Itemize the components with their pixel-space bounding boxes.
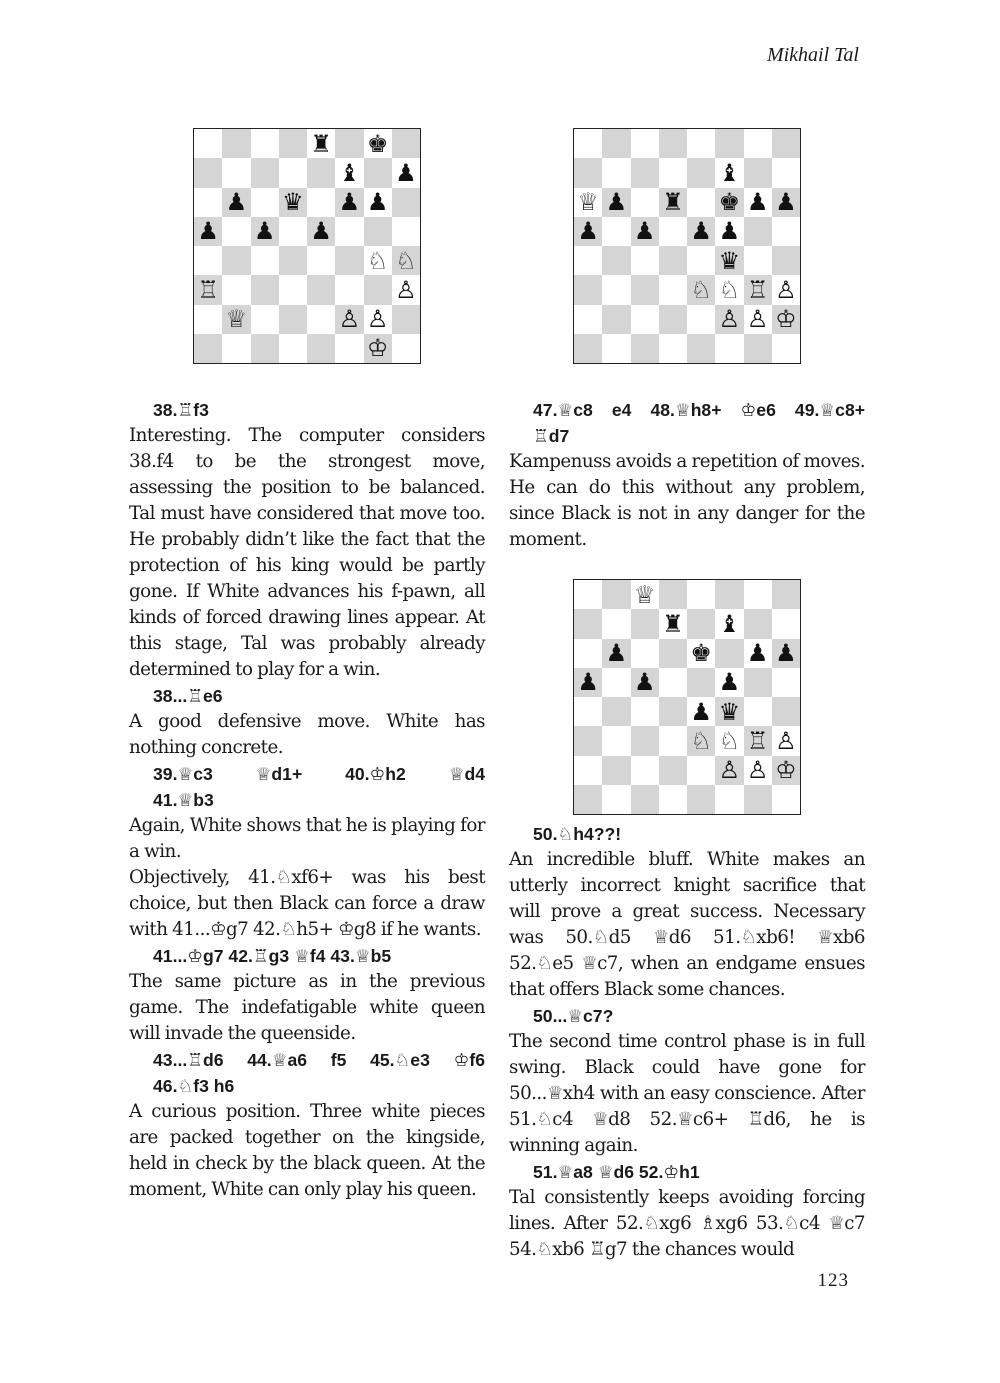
board-square bbox=[392, 246, 420, 275]
board-square bbox=[715, 639, 743, 668]
commentary-paragraph: Interesting. The computer considers 38.f4 to be the strongest move, assessing the position to be balanced. Tal must have considered that move too. He probably didn’t like the fact that the protection of his king would be partly gone. If White advances his f-pawn, all kinds of forced drawing lines appear. At this stage, Tal was probably already determined to play for a win. bbox=[129, 425, 485, 680]
board-square bbox=[687, 609, 715, 638]
board-square bbox=[715, 668, 743, 697]
black-king-icon: ♚ bbox=[690, 639, 712, 668]
commentary-paragraph: A curious position. Three white pieces are packed together on the kingside, held in check by the black queen. At the moment, White can only play his queen. bbox=[129, 1101, 485, 1200]
board-square bbox=[772, 697, 800, 726]
board-square bbox=[194, 305, 222, 334]
board-square bbox=[659, 756, 687, 785]
board-square bbox=[715, 188, 743, 217]
black-pawn-icon: ♟ bbox=[746, 639, 769, 668]
board-square bbox=[335, 217, 363, 246]
board-square bbox=[574, 246, 602, 275]
board-square bbox=[772, 609, 800, 638]
white-queen-icon: ♕ bbox=[577, 188, 599, 217]
chess-diagram-1 bbox=[193, 128, 421, 364]
board-square bbox=[364, 305, 392, 334]
board-square bbox=[659, 668, 687, 697]
board-square bbox=[392, 158, 420, 187]
board-square bbox=[574, 785, 602, 814]
board-square bbox=[574, 726, 602, 755]
board-square bbox=[279, 188, 307, 217]
board-square bbox=[574, 188, 602, 217]
white-rook-icon: ♖ bbox=[197, 275, 219, 304]
board-square bbox=[335, 158, 363, 187]
move-text: 41.♕b3 bbox=[153, 790, 214, 810]
board-square bbox=[744, 668, 772, 697]
board-square bbox=[659, 129, 687, 158]
board-square bbox=[364, 246, 392, 275]
black-pawn-icon: ♟ bbox=[633, 217, 656, 246]
right-column bbox=[509, 128, 865, 1263]
board-square bbox=[222, 305, 250, 334]
white-knight-icon: ♘ bbox=[690, 726, 712, 755]
board-square bbox=[744, 580, 772, 609]
board-square bbox=[687, 334, 715, 363]
board-square bbox=[715, 158, 743, 187]
board-square bbox=[659, 275, 687, 304]
running-head: Mikhail Tal bbox=[766, 44, 859, 66]
board-square bbox=[602, 668, 630, 697]
board-square bbox=[772, 785, 800, 814]
board-square bbox=[574, 639, 602, 668]
board-square bbox=[659, 158, 687, 187]
move-text: ♖d7 bbox=[533, 426, 570, 446]
board-square bbox=[687, 697, 715, 726]
board-square bbox=[222, 334, 250, 363]
left-column bbox=[129, 128, 485, 1203]
commentary-paragraph: An incredible bluff. White makes an utterly incorrect knight sacrifice that will prove a great success. Necessary was 50.♘d5 ♕d6 51.♘xb6! ♕xb6 52.♘e5 ♕c7, when an endgame ensues that offers Black some chances. bbox=[509, 849, 865, 1000]
board-square bbox=[715, 609, 743, 638]
board-square bbox=[392, 275, 420, 304]
white-knight-icon: ♘ bbox=[690, 275, 712, 304]
board-square bbox=[687, 668, 715, 697]
board-square bbox=[715, 305, 743, 334]
board-square bbox=[744, 639, 772, 668]
board-square bbox=[772, 334, 800, 363]
black-pawn-icon: ♟ bbox=[746, 188, 769, 217]
board-square bbox=[279, 217, 307, 246]
board-square bbox=[194, 334, 222, 363]
board-square bbox=[602, 158, 630, 187]
move-text: 38.♖f3 bbox=[153, 400, 209, 420]
white-knight-icon: ♘ bbox=[718, 275, 741, 304]
board-square bbox=[307, 217, 335, 246]
black-pawn-icon: ♟ bbox=[690, 697, 712, 726]
board-square bbox=[602, 188, 630, 217]
board-square bbox=[364, 129, 392, 158]
board-square bbox=[772, 275, 800, 304]
white-queen-icon: ♕ bbox=[225, 305, 248, 334]
board-square bbox=[659, 334, 687, 363]
white-pawn-icon: ♙ bbox=[746, 305, 769, 334]
move-text: 51.♕a8 ♕d6 52.♔h1 bbox=[533, 1162, 700, 1182]
move-text: 50...♕c7? bbox=[533, 1006, 614, 1026]
board-square bbox=[602, 580, 630, 609]
board-square bbox=[279, 305, 307, 334]
board-square bbox=[687, 129, 715, 158]
board-square bbox=[602, 305, 630, 334]
board-square bbox=[687, 246, 715, 275]
board-square bbox=[335, 246, 363, 275]
board-square bbox=[222, 275, 250, 304]
board-square bbox=[744, 188, 772, 217]
board-square bbox=[335, 334, 363, 363]
board-square bbox=[744, 756, 772, 785]
white-pawn-icon: ♙ bbox=[746, 756, 769, 785]
board-square bbox=[744, 275, 772, 304]
board-square bbox=[631, 217, 659, 246]
board-square bbox=[194, 188, 222, 217]
board-square bbox=[744, 785, 772, 814]
board-square bbox=[744, 305, 772, 334]
board-square bbox=[574, 609, 602, 638]
black-pawn-icon: ♟ bbox=[197, 217, 219, 246]
board-square bbox=[631, 129, 659, 158]
commentary-paragraph: Kampenuss avoids a repetition of moves. He can do this without any problem, since Black is not in any danger for the moment. bbox=[509, 451, 865, 550]
board-square bbox=[631, 726, 659, 755]
board-square bbox=[631, 697, 659, 726]
white-knight-icon: ♘ bbox=[366, 246, 389, 275]
board-square bbox=[631, 756, 659, 785]
board-square bbox=[251, 129, 279, 158]
board-square bbox=[307, 305, 335, 334]
board-square bbox=[715, 217, 743, 246]
board-square bbox=[602, 726, 630, 755]
board-square bbox=[251, 217, 279, 246]
board-square bbox=[659, 246, 687, 275]
black-pawn-icon: ♟ bbox=[605, 639, 628, 668]
board-square bbox=[602, 639, 630, 668]
board-square bbox=[715, 756, 743, 785]
board-square bbox=[687, 217, 715, 246]
board-square bbox=[251, 334, 279, 363]
move-text: 39.♕c3 ♕d1+ 40.♔h2 ♕d4 bbox=[153, 764, 485, 784]
board-square bbox=[659, 697, 687, 726]
board-square bbox=[631, 246, 659, 275]
board-square bbox=[364, 188, 392, 217]
board-square bbox=[307, 188, 335, 217]
board-square bbox=[715, 246, 743, 275]
board-square bbox=[772, 756, 800, 785]
board-square bbox=[602, 334, 630, 363]
black-king-icon: ♚ bbox=[718, 188, 741, 217]
move-text: 46.♘f3 h6 bbox=[153, 1076, 235, 1096]
board-square bbox=[574, 334, 602, 363]
board-square bbox=[279, 275, 307, 304]
black-bishop-icon: ♝ bbox=[718, 609, 741, 638]
commentary-paragraph: Objectively, 41.♘xf6+ was his best choice, but then Black can force a draw with 41...♔g7 42.♘h5+ ♔g8 if he wants. bbox=[129, 867, 485, 940]
board-square bbox=[659, 217, 687, 246]
black-pawn-icon: ♟ bbox=[253, 217, 276, 246]
black-queen-icon: ♛ bbox=[282, 188, 304, 217]
white-rook-icon: ♖ bbox=[746, 726, 769, 755]
commentary-paragraph: The second time control phase is in full swing. Black could have gone for 50...♕xh4 with an easy conscience. After 51.♘c4 ♕d8 52.♕c6+ ♖d6, he is winning again. bbox=[509, 1031, 865, 1156]
white-king-icon: ♔ bbox=[775, 305, 797, 334]
board-square bbox=[687, 305, 715, 334]
board-square bbox=[744, 129, 772, 158]
board-square bbox=[222, 158, 250, 187]
board-square bbox=[772, 639, 800, 668]
board-square bbox=[392, 217, 420, 246]
board-square bbox=[631, 639, 659, 668]
board-square bbox=[364, 158, 392, 187]
board-square bbox=[574, 217, 602, 246]
board-square bbox=[687, 639, 715, 668]
board-square bbox=[772, 217, 800, 246]
white-king-icon: ♔ bbox=[775, 756, 797, 785]
board-square bbox=[335, 275, 363, 304]
board-square bbox=[715, 334, 743, 363]
white-pawn-icon: ♙ bbox=[718, 305, 741, 334]
chess-diagram-3 bbox=[573, 579, 801, 815]
move-text: 50.♘h4??! bbox=[533, 824, 622, 844]
board-square bbox=[659, 609, 687, 638]
board-square bbox=[744, 334, 772, 363]
board-square bbox=[251, 305, 279, 334]
white-pawn-icon: ♙ bbox=[718, 756, 741, 785]
board-square bbox=[715, 275, 743, 304]
board-square bbox=[659, 726, 687, 755]
board-square bbox=[744, 217, 772, 246]
white-pawn-icon: ♙ bbox=[395, 275, 417, 304]
black-rook-icon: ♜ bbox=[310, 129, 332, 158]
black-pawn-icon: ♟ bbox=[395, 158, 417, 187]
board-square bbox=[687, 158, 715, 187]
board-square bbox=[631, 158, 659, 187]
black-pawn-icon: ♟ bbox=[718, 668, 741, 697]
board-square bbox=[659, 639, 687, 668]
black-rook-icon: ♜ bbox=[662, 188, 684, 217]
board-square bbox=[744, 609, 772, 638]
board-square bbox=[659, 785, 687, 814]
board-square bbox=[772, 726, 800, 755]
board-square bbox=[687, 785, 715, 814]
board-square bbox=[687, 726, 715, 755]
board-square bbox=[307, 158, 335, 187]
board-square bbox=[392, 305, 420, 334]
board-square bbox=[631, 668, 659, 697]
board-square bbox=[307, 275, 335, 304]
board-square bbox=[251, 275, 279, 304]
board-square bbox=[715, 697, 743, 726]
board-square bbox=[772, 668, 800, 697]
black-bishop-icon: ♝ bbox=[718, 158, 741, 187]
board-square bbox=[602, 756, 630, 785]
black-pawn-icon: ♟ bbox=[577, 668, 599, 697]
board-square bbox=[659, 188, 687, 217]
board-square bbox=[631, 188, 659, 217]
board-square bbox=[307, 246, 335, 275]
board-square bbox=[602, 275, 630, 304]
board-square bbox=[194, 129, 222, 158]
black-pawn-icon: ♟ bbox=[633, 668, 656, 697]
commentary-paragraph: Tal consistently keeps avoiding forcing lines. After 52.♘xg6 ♗xg6 53.♘c4 ♕c7 54.♘xb6 ♖g7 the chances would bbox=[509, 1187, 865, 1260]
black-pawn-icon: ♟ bbox=[225, 188, 248, 217]
commentary-paragraph: Again, White shows that he is playing for a win. bbox=[129, 815, 485, 862]
board-square bbox=[659, 580, 687, 609]
board-square bbox=[602, 246, 630, 275]
board-square bbox=[715, 726, 743, 755]
board-square bbox=[194, 275, 222, 304]
black-pawn-icon: ♟ bbox=[775, 188, 797, 217]
black-queen-icon: ♛ bbox=[718, 697, 741, 726]
board-square bbox=[772, 580, 800, 609]
board-square bbox=[687, 275, 715, 304]
black-pawn-icon: ♟ bbox=[310, 217, 332, 246]
black-pawn-icon: ♟ bbox=[366, 188, 389, 217]
board-square bbox=[194, 246, 222, 275]
board-square bbox=[772, 246, 800, 275]
white-pawn-icon: ♙ bbox=[775, 275, 797, 304]
board-square bbox=[222, 129, 250, 158]
board-square bbox=[715, 129, 743, 158]
black-pawn-icon: ♟ bbox=[718, 217, 741, 246]
board-square bbox=[744, 246, 772, 275]
board-square bbox=[335, 129, 363, 158]
board-square bbox=[602, 129, 630, 158]
black-pawn-icon: ♟ bbox=[690, 217, 712, 246]
white-pawn-icon: ♙ bbox=[775, 726, 797, 755]
board-square bbox=[335, 305, 363, 334]
black-pawn-icon: ♟ bbox=[775, 639, 797, 668]
board-square bbox=[574, 756, 602, 785]
board-square bbox=[772, 129, 800, 158]
board-square bbox=[602, 217, 630, 246]
commentary-paragraph: A good defensive move. White has nothing concrete. bbox=[129, 711, 485, 758]
board-square bbox=[222, 217, 250, 246]
board-square bbox=[279, 334, 307, 363]
board-square bbox=[307, 334, 335, 363]
board-square bbox=[574, 129, 602, 158]
board-square bbox=[251, 188, 279, 217]
board-square bbox=[631, 305, 659, 334]
white-queen-icon: ♕ bbox=[633, 580, 656, 609]
white-pawn-icon: ♙ bbox=[366, 305, 389, 334]
board-square bbox=[194, 158, 222, 187]
board-square bbox=[659, 305, 687, 334]
board-square bbox=[574, 668, 602, 697]
board-square bbox=[574, 697, 602, 726]
board-square bbox=[715, 580, 743, 609]
board-square bbox=[687, 756, 715, 785]
board-square bbox=[307, 129, 335, 158]
board-square bbox=[772, 158, 800, 187]
board-square bbox=[279, 158, 307, 187]
board-square bbox=[602, 697, 630, 726]
board-square bbox=[772, 188, 800, 217]
board-square bbox=[602, 785, 630, 814]
board-square bbox=[574, 158, 602, 187]
board-square bbox=[744, 697, 772, 726]
board-square bbox=[744, 158, 772, 187]
board-square bbox=[279, 129, 307, 158]
page-number: 123 bbox=[817, 1270, 849, 1291]
board-square bbox=[687, 188, 715, 217]
board-square bbox=[631, 609, 659, 638]
board-square bbox=[744, 726, 772, 755]
board-square bbox=[279, 246, 307, 275]
board-square bbox=[631, 275, 659, 304]
board-square bbox=[574, 305, 602, 334]
white-pawn-icon: ♙ bbox=[338, 305, 361, 334]
board-square bbox=[222, 188, 250, 217]
board-square bbox=[364, 217, 392, 246]
black-queen-icon: ♛ bbox=[718, 246, 741, 275]
move-text: 43...♖d6 44.♕a6 f5 45.♘e3 ♔f6 bbox=[153, 1050, 485, 1070]
black-king-icon: ♚ bbox=[366, 129, 389, 158]
commentary-paragraph: The same picture as in the previous game. The indefatigable white queen will invade the queenside. bbox=[129, 971, 485, 1044]
board-square bbox=[222, 246, 250, 275]
white-knight-icon: ♘ bbox=[718, 726, 741, 755]
board-square bbox=[631, 580, 659, 609]
white-king-icon: ♔ bbox=[366, 334, 389, 363]
board-square bbox=[364, 275, 392, 304]
board-square bbox=[251, 158, 279, 187]
chess-diagram-2 bbox=[573, 128, 801, 364]
board-square bbox=[772, 305, 800, 334]
board-square bbox=[631, 334, 659, 363]
move-text: 47.♕c8 e4 48.♕h8+ ♔e6 49.♕c8+ bbox=[533, 400, 865, 420]
white-rook-icon: ♖ bbox=[746, 275, 769, 304]
board-square bbox=[392, 334, 420, 363]
board-square bbox=[364, 334, 392, 363]
white-knight-icon: ♘ bbox=[395, 246, 417, 275]
board-square bbox=[574, 580, 602, 609]
board-square bbox=[392, 129, 420, 158]
board-square bbox=[602, 609, 630, 638]
board-square bbox=[194, 217, 222, 246]
board-square bbox=[335, 188, 363, 217]
black-rook-icon: ♜ bbox=[662, 609, 684, 638]
board-square bbox=[392, 188, 420, 217]
board-square bbox=[631, 785, 659, 814]
black-pawn-icon: ♟ bbox=[605, 188, 628, 217]
board-square bbox=[687, 580, 715, 609]
board-square bbox=[574, 275, 602, 304]
board-square bbox=[251, 246, 279, 275]
board-square bbox=[715, 785, 743, 814]
move-text: 41...♔g7 42.♖g3 ♕f4 43.♕b5 bbox=[153, 946, 392, 966]
black-pawn-icon: ♟ bbox=[338, 188, 361, 217]
move-text: 38...♖e6 bbox=[153, 686, 223, 706]
black-pawn-icon: ♟ bbox=[577, 217, 599, 246]
black-bishop-icon: ♝ bbox=[338, 158, 361, 187]
